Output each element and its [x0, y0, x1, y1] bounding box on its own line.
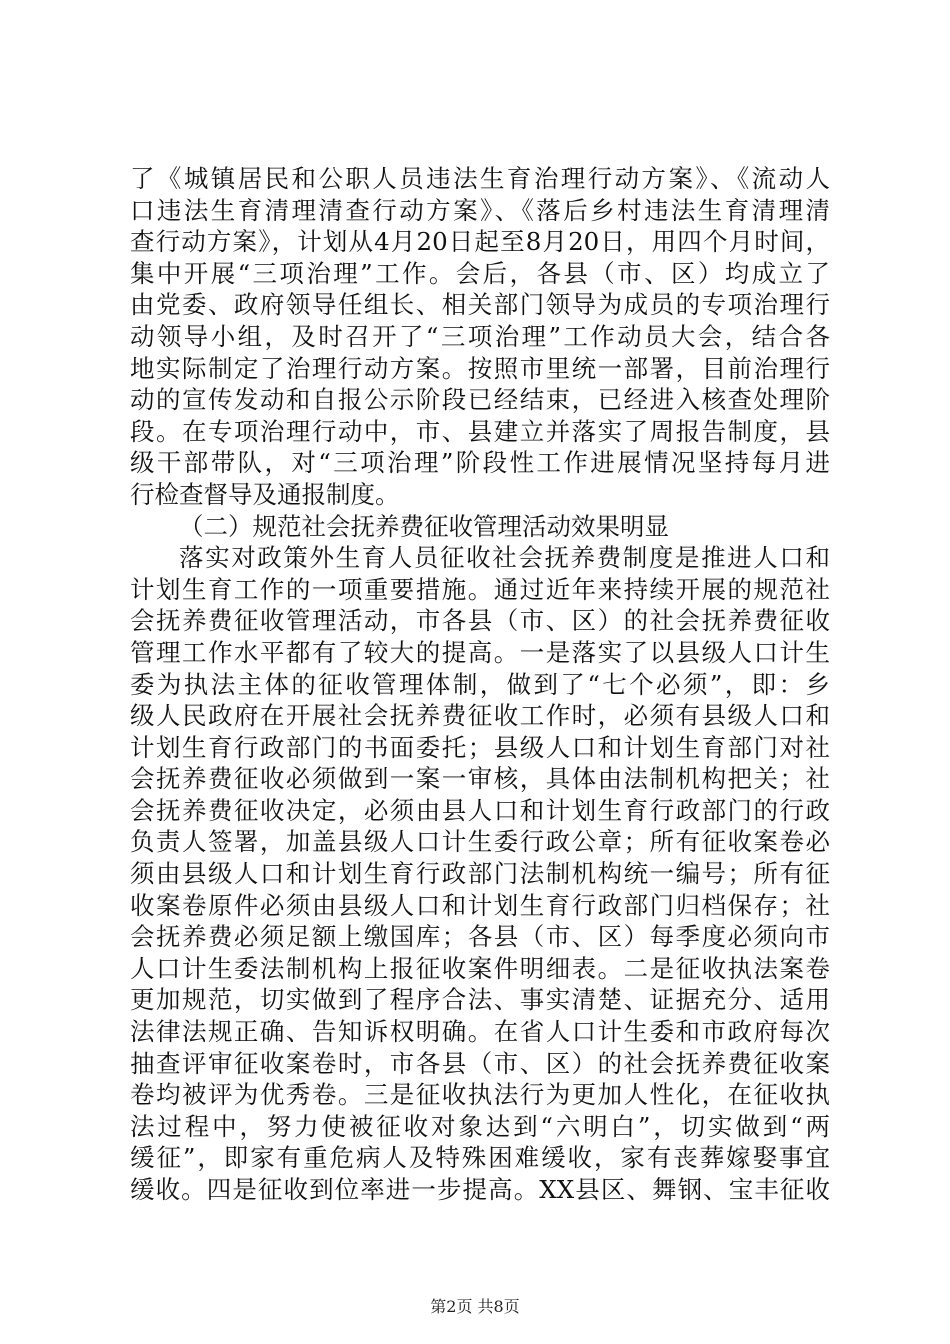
text-line: 抽查评审征收案卷时，市各县（市、区）的社会抚养费征收案 — [130, 1048, 830, 1078]
text-line: 缓征”，即家有重危病人及特殊困难缓收，家有丧葬嫁娶事宜 — [130, 1143, 830, 1173]
text-line: 计划生育工作的一项重要措施。通过近年来持续开展的规范社 — [130, 574, 830, 604]
text-line: 负责人签署，加盖县级人口计生委行政公章；所有征收案卷必 — [130, 827, 830, 857]
text-line: 了《城镇居民和公职人员违法生育治理行动方案》、《流动人 — [130, 164, 830, 193]
text-line: 委为执法主体的征收管理体制，做到了“七个必须”，即：乡 — [130, 669, 830, 699]
page-footer: 第2页 共8页 — [430, 1297, 520, 1316]
text-line: 会抚养费必须足额上缴国库；各县（市、区）每季度必须向市 — [130, 922, 830, 952]
text-line: 人口计生委法制机构上报征收案件明细表。二是征收执法案卷 — [130, 953, 830, 983]
text-line: 地实际制定了治理行动方案。按照市里统一部署，目前治理行 — [130, 353, 830, 383]
text-line: 动的宣传发动和自报公示阶段已经结束，已经进入核查处理阶 — [130, 385, 830, 415]
text-line: 口违法生育清理清查行动方案》、《落后乡村违法生育清理清 — [130, 195, 830, 225]
text-line: 会抚养费征收决定，必须由县人口和计划生育行政部门的行政 — [130, 795, 830, 825]
text-line: 集中开展“三项治理”工作。会后，各县（市、区）均成立了 — [130, 258, 830, 288]
text-line: 卷均被评为优秀卷。三是征收执法行为更加人性化，在征收执 — [130, 1080, 830, 1110]
document-body — [130, 163, 830, 1206]
section-heading: （二）规范社会抚养费征收管理活动效果明显 — [179, 511, 669, 541]
text-line: 行检查督导及通报制度。 — [130, 479, 400, 509]
text-line: 级人民政府在开展社会抚养费征收工作时，必须有县级人口和 — [130, 701, 830, 731]
text-line: 由党委、政府领导任组长、相关部门领导为成员的专项治理行 — [130, 290, 830, 320]
text-line: 级干部带队，对“三项治理”阶段性工作进展情况坚持每月进 — [130, 448, 830, 478]
text-line: 查行动方案》，计划从4月20日起至8月20日，用四个月时间， — [130, 227, 830, 257]
text-line: 更加规范，切实做到了程序合法、事实清楚、证据充分、适用 — [130, 985, 830, 1015]
text-line: 计划生育行政部门的书面委托；县级人口和计划生育部门对社 — [130, 732, 830, 762]
text-line: 会抚养费征收管理活动，市各县（市、区）的社会抚养费征收 — [130, 606, 830, 636]
text-line: 会抚养费征收必须做到一案一审核，具体由法制机构把关；社 — [130, 764, 830, 794]
text-line: 动领导小组，及时召开了“三项治理”工作动员大会，结合各 — [130, 321, 830, 351]
text-line: 落实对政策外生育人员征收社会抚养费制度是推进人口和 — [179, 543, 830, 573]
text-line: 管理工作水平都有了较大的提高。一是落实了以县级人口计生 — [130, 637, 830, 667]
text-line: 段。在专项治理行动中，市、县建立并落实了周报告制度，县 — [130, 416, 830, 446]
text-line: 收案卷原件必须由县级人口和计划生育行政部门归档保存；社 — [130, 890, 830, 920]
text-line: 法律法规正确、告知诉权明确。在省人口计生委和市政府每次 — [130, 1017, 830, 1047]
text-line: 法过程中，努力使被征收对象达到“六明白”，切实做到“两 — [130, 1111, 830, 1141]
text-line: 须由县级人口和计划生育行政部门法制机构统一编号；所有征 — [130, 859, 830, 889]
text-line: 缓收。四是征收到位率进一步提高。XX县区、舞钢、宝丰征收 — [130, 1175, 830, 1204]
